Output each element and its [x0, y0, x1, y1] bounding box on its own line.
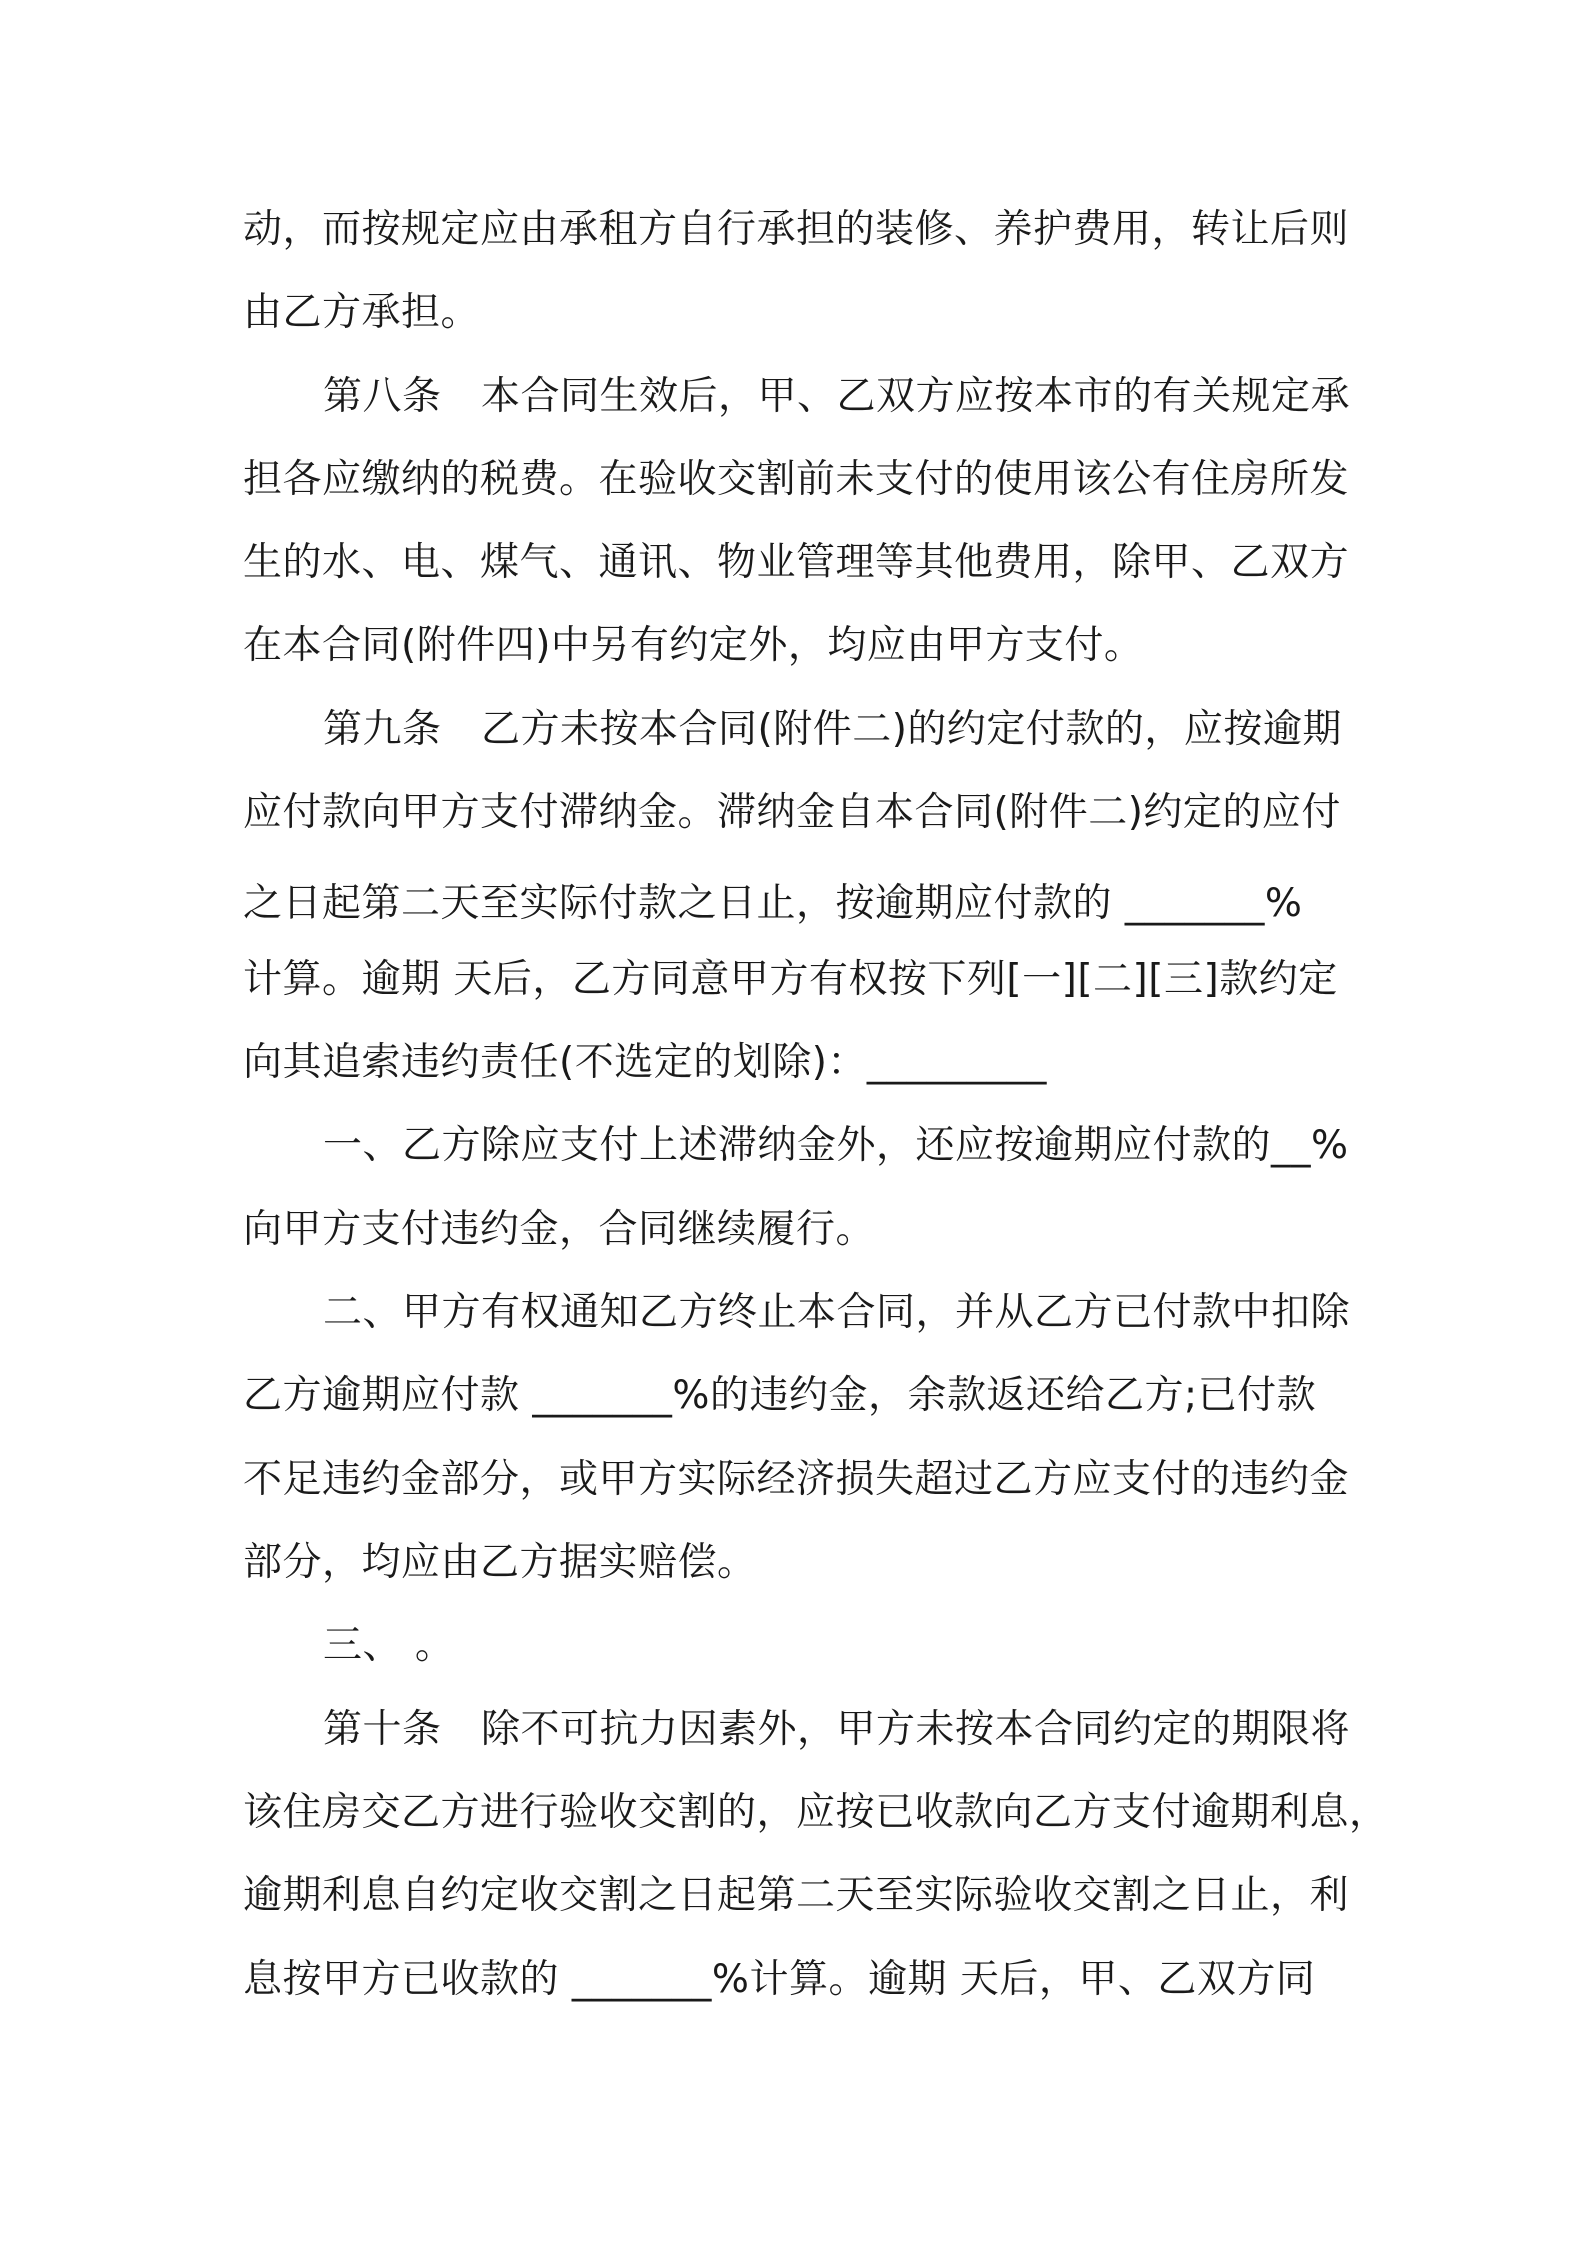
text-line: 第八条 本合同生效后，甲、乙双方应按本市的有关规定承 — [323, 374, 1351, 419]
text-line: 由乙方承担。 — [243, 290, 481, 335]
text-line: 该住房交乙方进行验收交割的，应按已收款向乙方支付逾期利息， — [243, 1790, 1389, 1835]
text-line: 第十条 除不可抗力因素外，甲方未按本合同约定的期限将 — [323, 1707, 1351, 1752]
text-line: 不足违约金部分，或甲方实际经济损失超过乙方应支付的违约金 — [243, 1457, 1350, 1502]
text-line: 动，而按规定应由承租方自行承担的装修、养护费用，转让后则 — [243, 207, 1350, 252]
text-line: 乙方逾期应付款 _______%的违约金，余款返还给乙方;已付款 — [243, 1373, 1317, 1418]
text-line: 应付款向甲方支付滞纳金。滞纳金自本合同(附件二)约定的应付 — [243, 790, 1341, 835]
text-line: 息按甲方已收款的 _______%计算。逾期 天后，甲、乙双方同 — [243, 1957, 1316, 2002]
text-line: 向甲方支付违约金，合同继续履行。 — [243, 1207, 876, 1252]
text-line: 一、乙方除应支付上述滞纳金外，还应按逾期应付款的__% — [323, 1123, 1349, 1168]
text-line: 部分，均应由乙方据实赔偿。 — [243, 1540, 757, 1585]
text-line: 计算。逾期 天后，乙方同意甲方有权按下列[一][二][三]款约定 — [243, 957, 1338, 1002]
text-line: 在本合同(附件四)中另有约定外，均应由甲方支付。 — [243, 623, 1144, 668]
text-line: 之日起第二天至实际付款之日止，按逾期应付款的 _______% — [243, 881, 1303, 926]
text-line: 向其追索违约责任(不选定的划除)：_________ — [243, 1040, 1047, 1085]
text-line: 二、甲方有权通知乙方终止本合同，并从乙方已付款中扣除 — [323, 1290, 1351, 1335]
text-line: 逾期利息自约定收交割之日起第二天至实际验收交割之日止，利 — [243, 1873, 1350, 1918]
text-line: 第九条 乙方未按本合同(附件二)的约定付款的，应按逾期 — [323, 707, 1342, 752]
text-line: 担各应缴纳的税费。在验收交割前未支付的使用该公有住房所发 — [243, 457, 1350, 502]
text-line: 三、 。 — [323, 1623, 455, 1668]
text-line: 生的水、电、煤气、通讯、物业管理等其他费用，除甲、乙双方 — [243, 540, 1350, 585]
